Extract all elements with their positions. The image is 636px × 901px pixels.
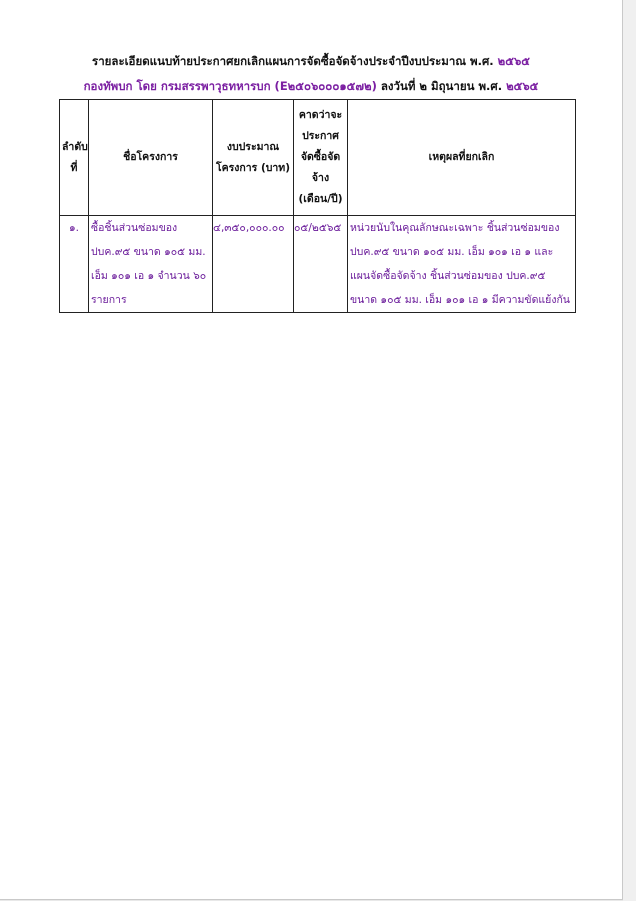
cell-order: ๑. (60, 216, 89, 313)
header-order: ลำดับที่ (60, 100, 89, 216)
subtitle-date: ลงวันที่ ๒ มิถุนายน พ.ศ. (380, 79, 503, 93)
cell-project-name: ซื้อชิ้นส่วนซ่อมของ ปบค.๙๕ ขนาด ๑๐๕ มม. เอ็ม ๑๐๑ เอ ๑ จำนวน ๖๐ รายการ (89, 216, 213, 313)
document-subtitle (0, 78, 622, 96)
title-year: ๒๕๖๕ (497, 54, 530, 68)
cell-expected-date: ๐๕/๒๕๖๕ (294, 216, 348, 313)
subtitle-year: ๒๕๖๕ (506, 79, 539, 93)
title-text: รายละเอียดแนบท้ายประกาศยกเลิกแผนการจัดซื้อจัดจ้างประจำปีงบประมาณ พ.ศ. (92, 54, 494, 68)
header-project-name: ชื่อโครงการ (89, 100, 213, 216)
header-expected-date: คาดว่าจะประกาศจัดซื้อจัดจ้าง (เดือน/ปี) (294, 100, 348, 216)
cell-budget: ๔,๓๕๐,๐๐๐.๐๐ (213, 216, 294, 313)
table-row (60, 216, 576, 313)
header-budget: งบประมาณโครงการ (บาท) (213, 100, 294, 216)
cell-cancel-reason: หน่วยนับในคุณลักษณะเฉพาะ ชิ้นส่วนซ่อมของ ปบค.๙๕ ขนาด ๑๐๕ มม. เอ็ม ๑๐๑ เอ ๑ และ แผนจัดซื้อจัดจ้าง ชิ้นส่วนซ่อมของ ปบค.๙๕ ขนาด ๑๐๕ มม. เอ็ม ๑๐๑ เอ ๑ มีความขัดแย้งกัน (348, 216, 576, 313)
header-cancel-reason: เหตุผลที่ยกเลิก (348, 100, 576, 216)
cancellation-table (59, 99, 576, 313)
page-scrollbar[interactable] (623, 0, 636, 901)
subtitle-agency: กองทัพบก โดย กรมสรรพาวุธทหารบก (E๒๕๐๖๐๐๐๑๕๗๒) (83, 79, 377, 93)
table-header-row (60, 100, 576, 216)
document-title (0, 53, 622, 71)
